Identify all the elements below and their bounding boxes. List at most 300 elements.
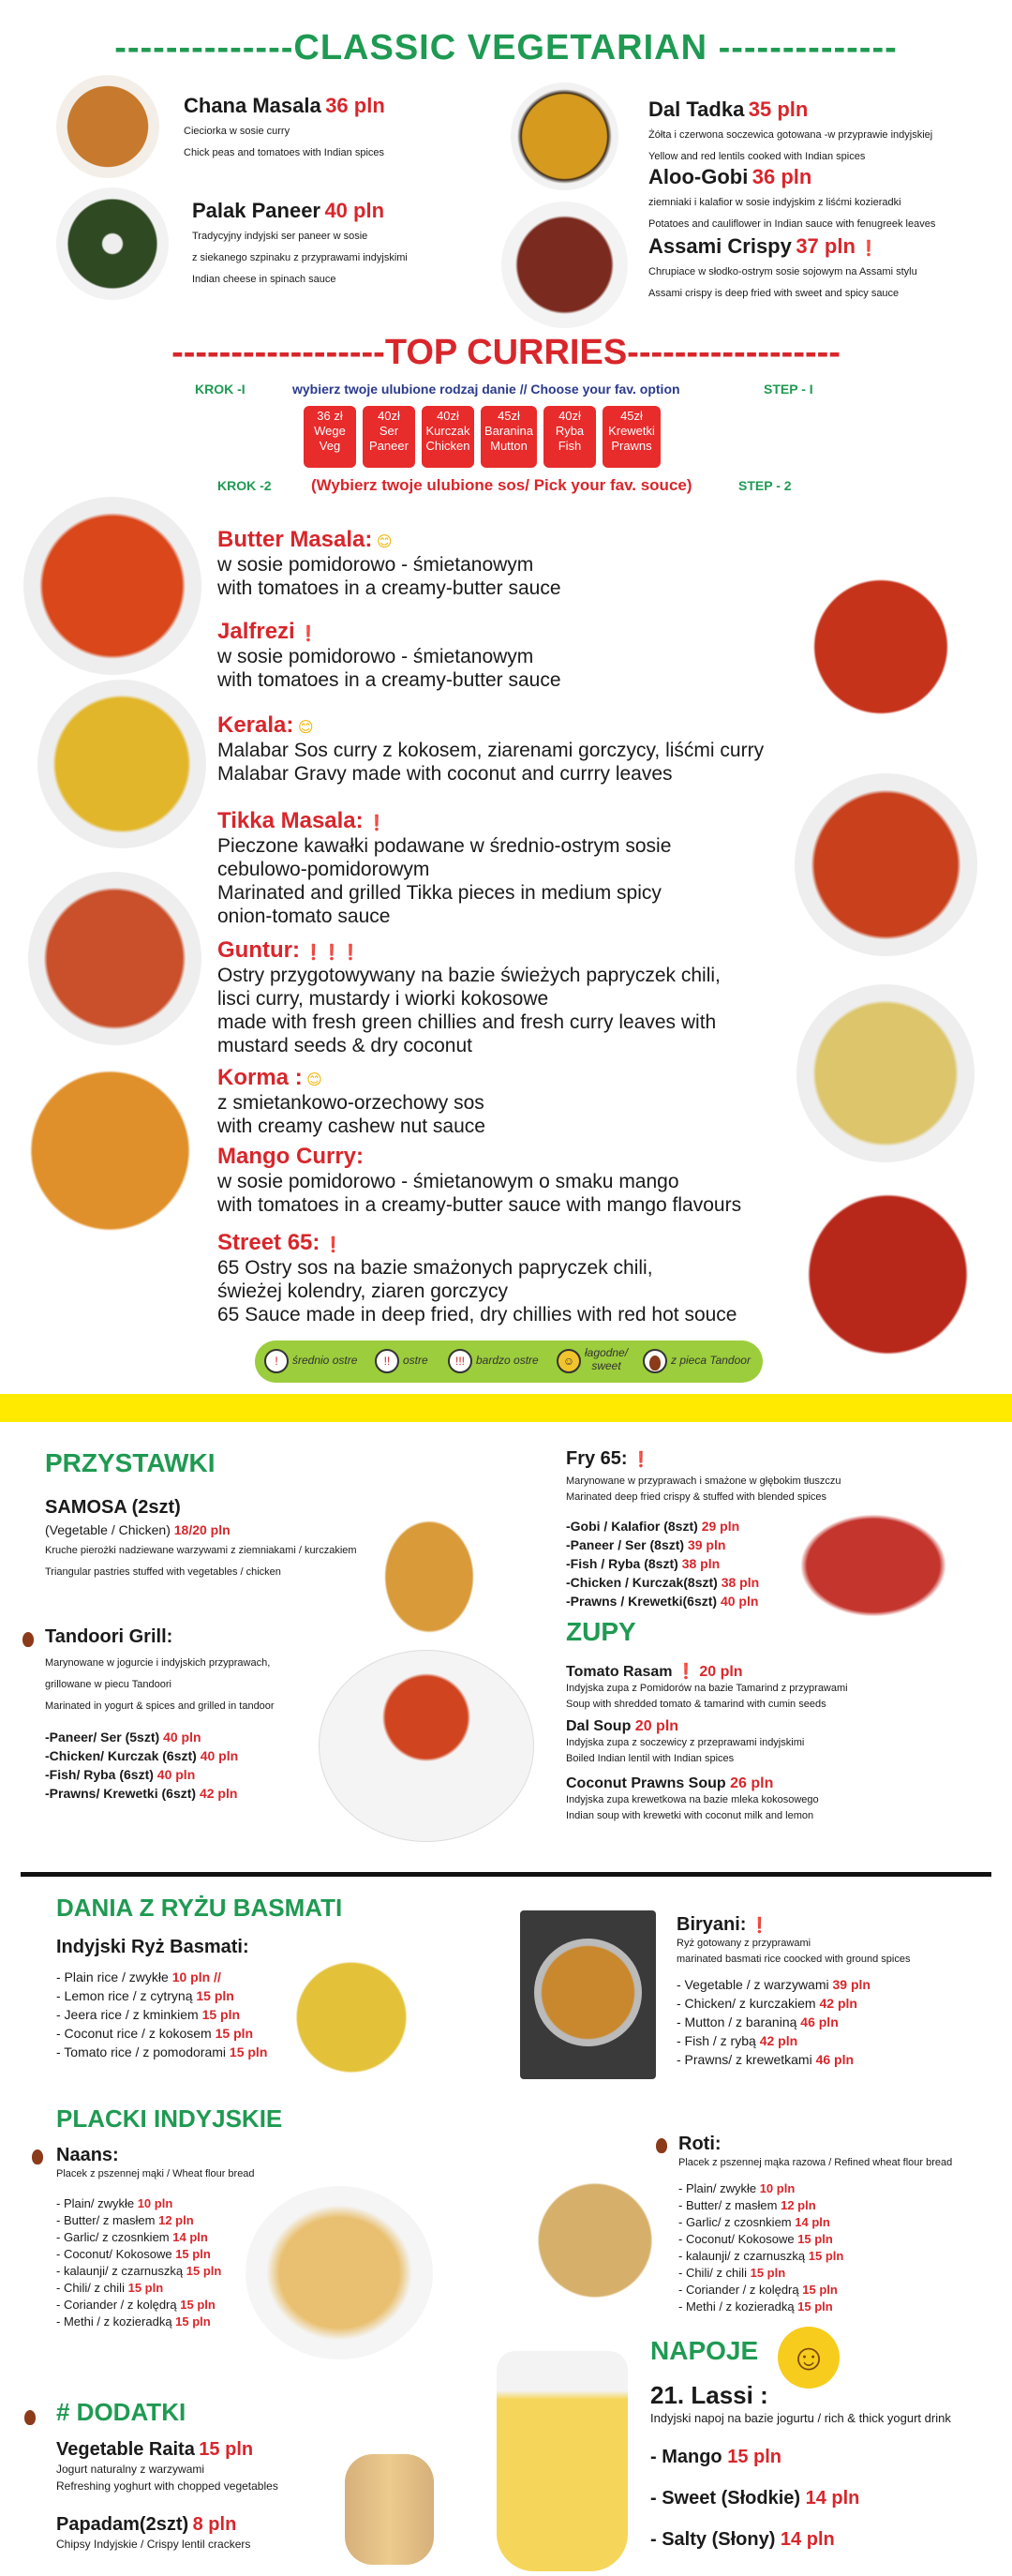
legend-tandoor: z pieca Tandoor bbox=[671, 1354, 751, 1367]
palak-paneer-en: Indian cheese in spinach sauce bbox=[192, 274, 336, 285]
option-price: 40zł bbox=[437, 409, 459, 423]
roti-row-name: - Methi / z kozieradką bbox=[678, 2299, 795, 2314]
option-label-pl: Baranina bbox=[484, 424, 534, 438]
rice-row-price: 15 pln bbox=[201, 2007, 241, 2022]
roti-row bbox=[678, 2231, 952, 2248]
tandoori-name: Tandoori Grill: bbox=[45, 1626, 173, 1647]
naan-row bbox=[56, 2229, 255, 2246]
roti-row-price: 10 pln bbox=[759, 2181, 796, 2195]
roti-row bbox=[678, 2214, 952, 2231]
lassi-row bbox=[650, 2519, 951, 2560]
curry-desc-en: 65 Sauce made in deep fried, dry chillies with red hot souce bbox=[217, 1304, 737, 1325]
soup-price: 26 pln bbox=[730, 1775, 774, 1791]
option-label-pl: Wege bbox=[314, 424, 346, 438]
naan-row-price: 15 pln bbox=[175, 2314, 211, 2329]
option-prawns[interactable] bbox=[603, 406, 661, 468]
curry-desc-en2: mustard seeds & dry coconut bbox=[217, 1035, 472, 1056]
naans-desc: Placek z pszennej mąki / Wheat flour bread bbox=[56, 2168, 255, 2179]
curry-desc-pl: Ostry przygotowywany na bazie świeżych papryczek chili, bbox=[217, 965, 721, 986]
smiley-icon: ☺ bbox=[778, 2327, 840, 2389]
assami-crispy-name: Assami Crispy bbox=[648, 234, 792, 258]
tandoori-row bbox=[45, 1765, 275, 1784]
rice-row bbox=[56, 1968, 267, 1986]
samosa-item[interactable] bbox=[45, 1497, 439, 1580]
aloo-gobi-pl: ziemniaki i kalafior w sosie indyjskim z liśćmi kozieradki bbox=[648, 197, 901, 208]
basmati-subtitle: Indyjski Ryż Basmati: bbox=[56, 1937, 249, 1957]
option-label-en: Mutton bbox=[490, 439, 528, 453]
legend-mild-pl: łagodne/ bbox=[585, 1346, 629, 1359]
rice-row-price: 15 pln bbox=[196, 1988, 234, 2003]
biryani-row-price: 39 pln bbox=[832, 1977, 871, 1992]
lassi-row-name: - Salty (Słony) bbox=[650, 2529, 776, 2550]
curry-tikka-masala[interactable] bbox=[217, 808, 671, 928]
lassi-image bbox=[497, 2351, 628, 2571]
chana-masala-name: Chana Masala bbox=[184, 94, 321, 117]
soup-pl: Indyjska zupa krewetkowa na bazie mleka kokosowego bbox=[566, 1794, 819, 1805]
palak-paneer-price: 40 pln bbox=[324, 199, 385, 222]
aloo-gobi-name: Aloo-Gobi bbox=[648, 165, 749, 188]
curry-name: Guntur: bbox=[217, 937, 300, 963]
curry-desc-en: with tomatoes in a creamy-butter sauce with mango flavours bbox=[217, 1194, 742, 1216]
raita-name: Vegetable Raita bbox=[56, 2439, 195, 2460]
biryani-name: Biryani: bbox=[677, 1914, 747, 1935]
naans-name: Naans: bbox=[56, 2145, 119, 2165]
raita-pl: Jogurt naturalny z warzywami bbox=[56, 2463, 205, 2476]
soup-coconut-prawns[interactable] bbox=[566, 1775, 997, 1824]
lassi-row-name: - Mango bbox=[650, 2447, 722, 2467]
soup-price: 20 pln bbox=[699, 1664, 743, 1680]
assami-crispy-item[interactable] bbox=[648, 234, 917, 302]
biryani-row-name: - Vegetable / z warzywami bbox=[677, 1977, 829, 1992]
samosa-name: SAMOSA (2szt) bbox=[45, 1497, 181, 1518]
biryani-row bbox=[677, 1994, 910, 2013]
naan-row-price: 15 pln bbox=[127, 2281, 164, 2295]
naan-row bbox=[56, 2195, 255, 2212]
option-label-en: Paneer bbox=[369, 439, 409, 453]
chana-masala-item[interactable] bbox=[184, 94, 385, 161]
palak-paneer-name: Palak Paneer bbox=[192, 199, 320, 222]
dal-tadka-pl: Żółta i czerwona soczewica gotowana -w przyprawie indyjskiej bbox=[648, 129, 933, 141]
option-label-en: Veg bbox=[319, 439, 341, 453]
dal-tadka-price: 35 pln bbox=[748, 97, 809, 121]
roti-row-price: 12 pln bbox=[781, 2198, 816, 2212]
street65-image bbox=[796, 1183, 979, 1366]
naan-row-name: - Chili/ z chili bbox=[56, 2281, 125, 2295]
roti-row-name: - Butter/ z masłem bbox=[678, 2198, 778, 2212]
biryani-pl: Ryż gotowany z przyprawami bbox=[677, 1938, 811, 1949]
soups-title: ZUPY bbox=[566, 1617, 636, 1646]
rice-row-name: - Lemon rice / z cytryną bbox=[56, 1988, 193, 2003]
biryani-row bbox=[677, 2031, 910, 2050]
choose-dish-label: wybierz twoje ulubione rodzaj danie // Choose your fav. option bbox=[292, 382, 680, 397]
soup-en: Indian soup with krewetki with coconut milk and lemon bbox=[566, 1810, 814, 1821]
roti-item[interactable] bbox=[678, 2134, 952, 2315]
legend-mild-en: sweet bbox=[591, 1359, 621, 1372]
roti-row bbox=[678, 2197, 952, 2214]
roti-row-price: 15 pln bbox=[797, 2232, 833, 2246]
very-hot-icon: ❗❗❗ bbox=[304, 945, 361, 961]
very-hot-icon: !!! bbox=[448, 1349, 472, 1373]
option-label-en: Fish bbox=[558, 439, 582, 453]
chili-icon: ❗ bbox=[676, 1664, 695, 1680]
fry65-en: Marinated deep fried crispy & stuffed with blended spices bbox=[566, 1491, 827, 1503]
option-price: 40zł bbox=[558, 409, 581, 423]
lassi-row-name: - Sweet (Słodkie) bbox=[650, 2488, 801, 2509]
samosa-price: 18/20 pln bbox=[173, 1522, 231, 1537]
dal-tadka-image bbox=[511, 82, 618, 190]
palak-paneer-pl1: Tradycyjny indyjski ser paneer w sosie bbox=[192, 231, 368, 242]
naan-row-name: - kalaunji/ z czarnuszką bbox=[56, 2264, 184, 2278]
lassi-row bbox=[650, 2436, 951, 2478]
jalfrezi-image bbox=[801, 567, 960, 726]
soup-dal[interactable] bbox=[566, 1718, 997, 1767]
option-price: 45zł bbox=[620, 409, 643, 423]
biryani-row-price: 42 pln bbox=[759, 2033, 798, 2048]
soup-en: Soup with shredded tomato & tamarind with cumin seeds bbox=[566, 1699, 826, 1710]
tandoor-icon bbox=[24, 2409, 36, 2426]
roti-row bbox=[678, 2265, 952, 2282]
naan-row-name: - Methi / z kozieradką bbox=[56, 2314, 172, 2329]
fry65-row-name: -Chicken / Kurczak(8szt) bbox=[566, 1575, 718, 1590]
curry-desc-pl: Malabar Sos curry z kokosem, ziarenami gorczycy, liśćmi curry bbox=[217, 740, 765, 761]
roti-row bbox=[678, 2180, 952, 2197]
kerala-image bbox=[37, 680, 206, 848]
legend-mild bbox=[585, 1346, 628, 1372]
lassi-row-price: 14 pln bbox=[805, 2488, 860, 2509]
tandoori-item[interactable] bbox=[45, 1626, 275, 1803]
soup-en: Boiled Indian lentil with Indian spices bbox=[566, 1753, 735, 1764]
palak-paneer-pl2: z siekanego szpinaku z przyprawami indyjskimi bbox=[192, 252, 408, 263]
butter-masala-image bbox=[23, 497, 201, 675]
tandoori-pl2: grillowane w piecu Tandoori bbox=[45, 1679, 171, 1690]
curry-desc-en: with tomatoes in a creamy-butter sauce bbox=[217, 669, 561, 691]
mild-icon: 😊 bbox=[297, 720, 314, 736]
curry-desc-en2: onion-tomato sauce bbox=[217, 906, 391, 927]
biryani-row bbox=[677, 1975, 910, 1994]
roti-row bbox=[678, 2282, 952, 2299]
curry-name: Jalfrezi bbox=[217, 619, 295, 644]
option-price: 45zł bbox=[498, 409, 520, 423]
basmati-image bbox=[286, 1952, 417, 2083]
chili-icon: ❗ bbox=[323, 1237, 343, 1253]
legend-very-hot: bardzo ostre bbox=[476, 1354, 539, 1367]
rice-row bbox=[56, 2005, 267, 2024]
curry-kerala[interactable] bbox=[217, 712, 764, 786]
biryani-row-price: 42 pln bbox=[819, 1996, 857, 2011]
chili-icon: ❗ bbox=[632, 1452, 650, 1468]
biryani-en: marinated basmati rice coocked with ground spices bbox=[677, 1954, 911, 1965]
option-price: 36 zł bbox=[317, 409, 343, 423]
curry-name: Street 65: bbox=[217, 1230, 320, 1255]
rice-row-name: - Tomato rice / z pomodorami bbox=[56, 2044, 227, 2059]
fry65-row-name: -Prawns / Krewetki(6szt) bbox=[566, 1594, 718, 1609]
dal-tadka-en: Yellow and red lentils cooked with Indian spices bbox=[648, 151, 866, 162]
biryani-row-name: - Chicken/ z kurczakiem bbox=[677, 1996, 816, 2011]
curry-name: Kerala: bbox=[217, 712, 294, 738]
chana-masala-image bbox=[56, 75, 159, 178]
roti-name: Roti: bbox=[678, 2134, 722, 2154]
tandoori-row-name: -Fish/ Ryba (6szt) bbox=[45, 1767, 154, 1782]
curry-desc-pl2: świeżej kolendry, ziaren gorczycy bbox=[217, 1281, 509, 1302]
tandoori-row bbox=[45, 1784, 275, 1803]
rice-row-price: 15 pln bbox=[215, 2026, 254, 2041]
step2-label: KROK -2 bbox=[217, 478, 272, 493]
choose-sauce-label: (Wybierz twoje ulubione sos/ Pick your fav. souce) bbox=[311, 476, 692, 494]
biryani-row-name: - Fish / z rybą bbox=[677, 2033, 756, 2048]
fry65-image bbox=[780, 1500, 967, 1631]
curry-desc-pl: z smietankowo-orzechowy sos bbox=[217, 1092, 484, 1114]
chana-masala-price: 36 pln bbox=[325, 94, 385, 117]
biryani-row-price: 46 pln bbox=[815, 2052, 855, 2067]
assami-crispy-pl: Chrupiace w słodko-ostrym sosie sojowym na Assami stylu bbox=[648, 266, 917, 277]
papadam-en: Chipsy Indyjskie / Crispy lentil crackers bbox=[56, 2538, 251, 2551]
rice-title: DANIA Z RYŻU BASMATI bbox=[56, 1894, 343, 1922]
curry-korma[interactable] bbox=[217, 1065, 485, 1138]
biryani-row-name: - Mutton / z baraniną bbox=[677, 2014, 797, 2029]
hot-icon: !! bbox=[375, 1349, 399, 1373]
naan-row-name: - Plain/ zwykłe bbox=[56, 2196, 135, 2210]
breads-title: PLACKI INDYJSKIE bbox=[56, 2104, 283, 2133]
soup-name: Tomato Rasam bbox=[566, 1664, 673, 1680]
tandoori-row-name: -Prawns/ Krewetki (6szt) bbox=[45, 1786, 197, 1801]
aloo-gobi-price: 36 pln bbox=[752, 165, 812, 188]
naan-row-price: 10 pln bbox=[137, 2196, 173, 2210]
naan-row bbox=[56, 2280, 255, 2297]
papadam-name: Papadam(2szt) bbox=[56, 2514, 189, 2535]
naan-row bbox=[56, 2314, 255, 2330]
naan-row-name: - Coriander / z kolędrą bbox=[56, 2298, 177, 2312]
curry-guntur[interactable] bbox=[217, 937, 721, 1057]
fry65-row-name: -Paneer / Ser (8szt) bbox=[566, 1537, 685, 1552]
mild-icon: ☺ bbox=[557, 1349, 581, 1373]
fry65-row-price: 40 pln bbox=[720, 1594, 759, 1609]
roti-row-price: 15 pln bbox=[808, 2249, 844, 2263]
tandoori-row-price: 40 pln bbox=[200, 1748, 239, 1763]
tandoori-pl1: Marynowane w jogurcie i indyjskich przyprawach, bbox=[45, 1657, 271, 1669]
samosa-pl: Kruche pierożki nadziewane warzywami z ziemniakami / kurczakiem bbox=[45, 1545, 357, 1556]
biryani-image bbox=[520, 1910, 656, 2079]
lassi-row-price: 14 pln bbox=[780, 2529, 835, 2550]
step1-en-label: STEP - I bbox=[764, 382, 813, 397]
tandoori-en: Marinated in yogurt & spices and grilled in tandoor bbox=[45, 1700, 275, 1712]
curry-desc-en: with tomatoes in a creamy-butter sauce bbox=[217, 577, 561, 599]
tandoor-icon bbox=[656, 2137, 667, 2154]
tandoor-icon bbox=[32, 2149, 43, 2165]
spice-legend bbox=[255, 1340, 763, 1383]
extras-title: # DODATKI bbox=[56, 2398, 186, 2426]
lassi-row bbox=[650, 2478, 951, 2519]
yellow-divider bbox=[0, 1394, 1012, 1422]
roti-row bbox=[678, 2299, 952, 2315]
chili-icon: ❗ bbox=[750, 1918, 769, 1934]
papadam-image bbox=[345, 2454, 434, 2565]
fry65-row-name: -Gobi / Kalafior (8szt) bbox=[566, 1519, 698, 1534]
fry65-row-price: 38 pln bbox=[681, 1556, 721, 1571]
curry-mango[interactable] bbox=[217, 1144, 741, 1217]
fry65-row-name: -Fish / Ryba (8szt) bbox=[566, 1556, 678, 1571]
roti-row-price: 14 pln bbox=[795, 2215, 830, 2229]
naan-image bbox=[246, 2186, 433, 2359]
option-label-pl: Ryba bbox=[555, 424, 585, 438]
soup-pl: Indyjska zupa z Pomidorów na bazie Tamarind z przyprawami bbox=[566, 1683, 848, 1694]
biryani-item[interactable] bbox=[677, 1914, 910, 2069]
legend-medium: średnio ostre bbox=[292, 1354, 358, 1367]
tandoor-icon bbox=[22, 1631, 34, 1648]
raita-price: 15 pln bbox=[199, 2439, 254, 2460]
lassi-name: 21. Lassi : bbox=[650, 2381, 768, 2409]
naan-row-price: 15 pln bbox=[175, 2247, 211, 2261]
basmati-item[interactable] bbox=[56, 1937, 267, 2061]
option-fish[interactable] bbox=[543, 406, 596, 468]
raita-en: Refreshing yoghurt with chopped vegetables bbox=[56, 2479, 278, 2493]
chili-icon: ❗ bbox=[859, 241, 879, 257]
roti-row-name: - Garlic/ z czosnkiem bbox=[678, 2215, 792, 2229]
roti-row bbox=[678, 2248, 952, 2265]
palak-paneer-image bbox=[56, 187, 169, 300]
curry-street65[interactable] bbox=[217, 1230, 737, 1326]
legend-hot: ostre bbox=[403, 1354, 428, 1367]
option-label-pl: Krewetki bbox=[608, 424, 655, 438]
fry65-row-price: 29 pln bbox=[701, 1519, 740, 1534]
papadam-price: 8 pln bbox=[192, 2514, 237, 2535]
roti-row-name: - Chili/ z chili bbox=[678, 2266, 747, 2280]
step1-label: KROK -I bbox=[195, 382, 246, 397]
option-veg[interactable] bbox=[304, 406, 356, 468]
roti-row-price: 15 pln bbox=[750, 2266, 786, 2280]
curry-desc-pl2: cebulowo-pomidorowym bbox=[217, 859, 430, 880]
samosa-variant: (Vegetable / Chicken) bbox=[45, 1522, 171, 1537]
mild-icon: 😊 bbox=[376, 534, 393, 550]
curry-desc-en: with creamy cashew nut sauce bbox=[217, 1116, 485, 1137]
naan-row-name: - Garlic/ z czosnkiem bbox=[56, 2230, 170, 2244]
rice-row-name: - Jeera rice / z kminkiem bbox=[56, 2007, 199, 2022]
curry-butter-masala[interactable] bbox=[217, 527, 561, 600]
option-price: 40zł bbox=[378, 409, 400, 423]
naan-row-price: 14 pln bbox=[172, 2230, 208, 2244]
step2-en-label: STEP - 2 bbox=[738, 478, 792, 493]
rice-row-name: - Coconut rice / z kokosem bbox=[56, 2026, 212, 2041]
soup-price: 20 pln bbox=[634, 1718, 679, 1734]
naan-row-name: - Coconut/ Kokosowe bbox=[56, 2247, 172, 2261]
curry-name: Mango Curry: bbox=[217, 1144, 364, 1169]
rice-row bbox=[56, 2043, 267, 2061]
chana-masala-en: Chick peas and tomatoes with Indian spices bbox=[184, 147, 385, 158]
naan-row-price: 15 pln bbox=[186, 2264, 222, 2278]
tandoori-row-price: 42 pln bbox=[199, 1786, 238, 1801]
aloo-gobi-item[interactable] bbox=[648, 165, 935, 232]
curry-desc-pl: Pieczone kawałki podawane w średnio-ostrym sosie bbox=[217, 835, 672, 857]
lassi-item[interactable] bbox=[650, 2381, 951, 2560]
roti-row-name: - Plain/ zwykłe bbox=[678, 2181, 757, 2195]
roti-row-name: - Coconut/ Kokosowe bbox=[678, 2232, 795, 2246]
fry65-pl: Marynowane w przyprawach i smażone w głębokim tłuszczu bbox=[566, 1475, 841, 1487]
curry-name: Butter Masala: bbox=[217, 527, 373, 552]
tandoori-row-price: 40 pln bbox=[156, 1767, 196, 1782]
roti-desc: Placek z pszennej mąka razowa / Refined wheat flour bread bbox=[678, 2157, 953, 2168]
biryani-plate bbox=[534, 1939, 642, 2046]
naan-row-name: - Butter/ z masłem bbox=[56, 2213, 156, 2227]
rice-row-price: 15 pln bbox=[229, 2044, 268, 2059]
rice-row bbox=[56, 2024, 267, 2043]
naan-row bbox=[56, 2246, 255, 2263]
curry-desc-pl2: lisci curry, mustardy i wiorki kokosowe bbox=[217, 988, 549, 1010]
chili-icon: ❗ bbox=[299, 626, 319, 642]
option-label-pl: Ser bbox=[379, 424, 399, 438]
biryani-row bbox=[677, 2013, 910, 2031]
assami-crispy-image bbox=[501, 202, 628, 328]
roti-row-name: - kalaunji/ z czarnuszką bbox=[678, 2249, 806, 2263]
roti-row-name: - Coriander / z kolędrą bbox=[678, 2283, 799, 2297]
curry-desc-pl: w sosie pomidorowo - śmietanowym bbox=[217, 646, 534, 667]
option-paneer[interactable] bbox=[363, 406, 415, 468]
tandoori-row bbox=[45, 1746, 275, 1765]
assami-crispy-en: Assami crispy is deep fried with sweet and spicy sauce bbox=[648, 288, 900, 299]
dal-tadka-name: Dal Tadka bbox=[648, 97, 745, 121]
classic-vegetarian-title: --------------CLASSIC VEGETARIAN -------------- bbox=[114, 28, 898, 67]
section-divider bbox=[21, 1872, 991, 1877]
naan-row bbox=[56, 2297, 255, 2314]
option-label-en: Prawns bbox=[611, 439, 652, 453]
top-curries-title: ------------------TOP CURRIES------------------ bbox=[171, 333, 841, 372]
palak-paneer-item[interactable] bbox=[192, 199, 408, 288]
curry-name: Tikka Masala: bbox=[217, 808, 364, 833]
tandoori-row-name: -Paneer/ Ser (5szt) bbox=[45, 1730, 160, 1745]
starters-title: PRZYSTAWKI bbox=[45, 1448, 216, 1477]
curry-desc-en: Malabar Gravy made with coconut and currry leaves bbox=[217, 763, 673, 785]
soup-name: Coconut Prawns Soup bbox=[566, 1775, 726, 1791]
samosa-image bbox=[384, 1492, 497, 1633]
biryani-row bbox=[677, 2050, 910, 2069]
papadam-item[interactable] bbox=[56, 2514, 250, 2553]
option-mutton[interactable] bbox=[481, 406, 537, 468]
roti-row-price: 15 pln bbox=[802, 2283, 838, 2297]
naan-row bbox=[56, 2212, 255, 2229]
curry-jalfrezi[interactable] bbox=[217, 619, 561, 692]
assami-crispy-price: 37 pln bbox=[796, 234, 856, 258]
biryani-row-price: 46 pln bbox=[800, 2014, 839, 2029]
korma-image bbox=[796, 984, 975, 1162]
naan-row bbox=[56, 2263, 255, 2280]
dal-tadka-item[interactable] bbox=[648, 97, 932, 165]
naans-item[interactable] bbox=[56, 2145, 255, 2330]
tandoori-row-name: -Chicken/ Kurczak (6szt) bbox=[45, 1748, 197, 1763]
mild-icon: 😊 bbox=[306, 1072, 322, 1088]
option-chicken[interactable] bbox=[422, 406, 474, 468]
aloo-gobi-en: Potatoes and cauliflower in Indian sauce with fenugreek leaves bbox=[648, 218, 936, 230]
soup-name: Dal Soup bbox=[566, 1718, 632, 1734]
chana-masala-pl: Cieciorka w sosie curry bbox=[184, 126, 290, 137]
biryani-row-name: - Prawns/ z krewetkami bbox=[677, 2052, 812, 2067]
tandoori-image bbox=[319, 1650, 534, 1842]
lassi-desc: Indyjski napoj na bazie jogurtu / rich & thick yogurt drink bbox=[650, 2411, 951, 2425]
curry-desc-en: made with fresh green chillies and fresh curry leaves with bbox=[217, 1011, 717, 1033]
rice-row bbox=[56, 1986, 267, 2005]
chili-icon: ❗ bbox=[367, 816, 387, 831]
lassi-row-price: 15 pln bbox=[727, 2447, 782, 2467]
fry65-name: Fry 65: bbox=[566, 1448, 628, 1469]
tandoori-row-price: 40 pln bbox=[163, 1730, 201, 1745]
tandoori-row bbox=[45, 1728, 275, 1746]
raita-item[interactable] bbox=[56, 2439, 278, 2494]
roti-image bbox=[529, 2175, 661, 2306]
option-label-en: Chicken bbox=[425, 439, 470, 453]
rice-row-name: - Plain rice / zwykłe bbox=[56, 1969, 169, 1984]
curry-name: Korma : bbox=[217, 1065, 303, 1090]
soup-tomato-rasam[interactable] bbox=[566, 1662, 997, 1713]
samosa-en: Triangular pastries stuffed with vegetables / chicken bbox=[45, 1566, 281, 1578]
roti-row-price: 15 pln bbox=[797, 2299, 833, 2314]
drinks-title: NAPOJE bbox=[650, 2336, 759, 2365]
